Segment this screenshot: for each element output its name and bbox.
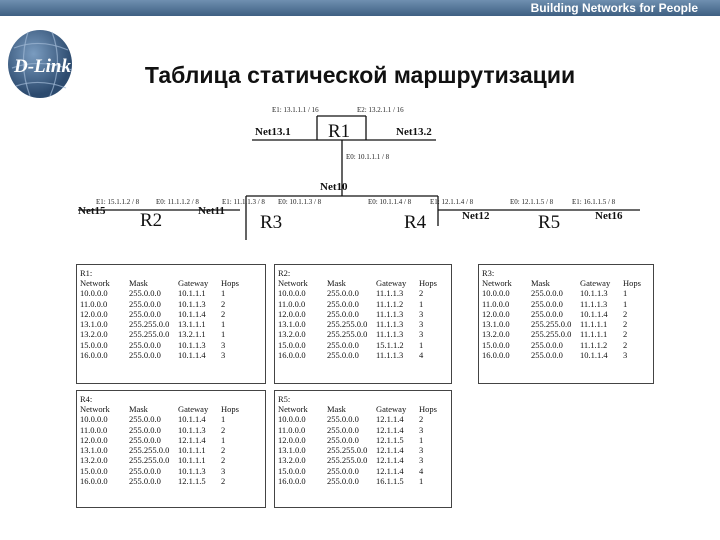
table-cell: 2 <box>221 455 226 466</box>
table-cell: 255.0.0.0 <box>327 424 359 435</box>
table-cell: 16.0.0.0 <box>80 350 108 361</box>
svg-text:E0: 12.1.1.5 / 8: E0: 12.1.1.5 / 8 <box>510 198 554 206</box>
table-cell: Mask <box>327 404 346 414</box>
table-row <box>278 309 439 319</box>
table-cell: 255.0.0.0 <box>327 339 359 350</box>
table-header-row <box>278 278 439 288</box>
table-cell: 10.0.0.0 <box>278 414 306 425</box>
table-cell: 11.1.1.3 <box>376 319 404 330</box>
svg-text:E0: 10.1.1.1 / 8: E0: 10.1.1.1 / 8 <box>346 153 390 161</box>
table-cell: 255.0.0.0 <box>129 414 161 425</box>
svg-text:R4: R4 <box>404 212 427 233</box>
table-cell: 255.0.0.0 <box>327 414 359 425</box>
table-cell: 255.0.0.0 <box>129 339 161 350</box>
svg-text:Net12: Net12 <box>462 210 490 222</box>
net-label-16 <box>595 210 623 222</box>
table-cell: 255.255.0.0 <box>531 319 572 330</box>
table-cell: 12.0.0.0 <box>482 308 510 319</box>
table-cell: 3 <box>419 424 424 435</box>
table-cell: Gateway <box>580 278 611 288</box>
table-row <box>278 288 439 298</box>
svg-text:Net13.2: Net13.2 <box>396 126 432 138</box>
table-cell: 255.0.0.0 <box>129 424 161 435</box>
table-cell: 3 <box>419 329 424 340</box>
table-cell: 255.0.0.0 <box>129 308 161 319</box>
table-cell: 255.0.0.0 <box>531 288 563 299</box>
svg-text:Net13.1: Net13.1 <box>255 126 291 138</box>
table-row <box>278 340 439 350</box>
table-cell: 2 <box>221 308 226 319</box>
svg-text:Net10: Net10 <box>320 181 348 193</box>
table-cell: 13.2.0.0 <box>482 329 510 340</box>
table-cell: 11.0.0.0 <box>278 424 306 435</box>
table-cell: Hops <box>221 404 239 414</box>
table-cell: 15.0.0.0 <box>278 339 306 350</box>
table-cell: 13.1.1.1 <box>178 319 206 330</box>
table-cell: 2 <box>623 319 628 330</box>
table-row <box>80 319 241 329</box>
table-cell: 3 <box>419 445 424 456</box>
table-cell: 10.1.1.4 <box>178 350 206 361</box>
table-cell: 15.0.0.0 <box>80 465 108 476</box>
table-cell: 12.0.0.0 <box>278 308 306 319</box>
table-cell: Mask <box>531 278 550 288</box>
interface-r2-e0 <box>156 198 199 206</box>
table-cell: 1 <box>221 319 226 330</box>
table-cell: Gateway <box>178 404 209 414</box>
table-cell: 10.1.1.1 <box>178 445 206 456</box>
interface-r1-e2 <box>357 106 404 114</box>
table-cell: 3 <box>221 465 226 476</box>
interface-r3-e1 <box>222 198 265 206</box>
table-cell: 4 <box>419 465 424 476</box>
table-row <box>80 299 241 309</box>
table-cell: 2 <box>221 298 226 309</box>
table-cell: 11.1.1.2 <box>580 339 608 350</box>
table-cell: 255.0.0.0 <box>327 350 359 361</box>
table-row <box>278 299 439 309</box>
table-cell: 10.1.1.1 <box>178 288 206 299</box>
table-header-row <box>482 278 643 288</box>
svg-text:R1: R1 <box>328 121 351 142</box>
router-r5 <box>538 212 560 233</box>
table-cell: 3 <box>221 350 226 361</box>
table-cell: 1 <box>419 298 424 309</box>
table-row <box>482 340 643 350</box>
table-cell: 2 <box>419 288 424 299</box>
table-row <box>278 425 439 435</box>
table-row <box>278 414 439 424</box>
table-cell: Gateway <box>376 404 407 414</box>
table-cell: 10.1.1.4 <box>178 308 206 319</box>
interface-r5-e0 <box>510 198 554 206</box>
table-cell: 11.1.1.3 <box>376 350 404 361</box>
net-label-13-1 <box>255 126 291 138</box>
svg-text:E0: 10.1.1.3 / 8: E0: 10.1.1.3 / 8 <box>278 198 322 206</box>
routing-table-r1 <box>76 264 266 384</box>
routing-table-title: R1: <box>80 268 93 278</box>
interface-r1-e1 <box>272 106 319 114</box>
table-cell: 255.0.0.0 <box>129 476 161 487</box>
table-cell: Mask <box>327 278 346 288</box>
table-cell: 1 <box>419 339 424 350</box>
table-row <box>80 329 241 339</box>
table-row <box>80 340 241 350</box>
table-cell: 255.255.0.0 <box>129 329 170 340</box>
table-cell: 13.1.0.0 <box>80 445 108 456</box>
table-cell: 13.1.0.0 <box>278 319 306 330</box>
table-row <box>278 319 439 329</box>
router-r4 <box>404 212 427 233</box>
routing-table <box>80 278 241 360</box>
table-cell: 16.1.1.5 <box>376 476 404 487</box>
table-cell: 3 <box>419 455 424 466</box>
table-cell: 255.255.0.0 <box>327 319 368 330</box>
routing-table-title: R5: <box>278 394 291 404</box>
table-cell: 1 <box>221 414 226 425</box>
table-cell: 10.0.0.0 <box>80 288 108 299</box>
table-cell: 13.2.1.1 <box>178 329 206 340</box>
routing-table-r4 <box>76 390 266 508</box>
routing-table-title: R3: <box>482 268 495 278</box>
table-cell: 1 <box>221 288 226 299</box>
table-cell: 2 <box>221 424 226 435</box>
table-row <box>482 329 643 339</box>
svg-text:E2: 13.2.1.1 / 16: E2: 13.2.1.1 / 16 <box>357 106 404 114</box>
table-cell: 255.0.0.0 <box>531 339 563 350</box>
table-row <box>278 329 439 339</box>
table-cell: 4 <box>419 350 424 361</box>
svg-text:R2: R2 <box>140 210 163 231</box>
table-cell: 1 <box>419 476 424 487</box>
table-header-row <box>80 404 241 414</box>
table-cell: 13.1.0.0 <box>80 319 108 330</box>
table-cell: 2 <box>221 445 226 456</box>
table-cell: 10.0.0.0 <box>482 288 510 299</box>
net-label-10 <box>320 181 348 193</box>
table-row <box>482 350 643 360</box>
table-row <box>278 445 439 455</box>
table-cell: 15.1.1.2 <box>376 339 404 350</box>
table-cell: 10.1.1.1 <box>178 455 206 466</box>
table-cell: 255.0.0.0 <box>327 288 359 299</box>
table-cell: 11.1.1.3 <box>376 288 404 299</box>
svg-text:E1: 13.1.1.1 / 16: E1: 13.1.1.1 / 16 <box>272 106 319 114</box>
table-cell: 12.0.0.0 <box>80 434 108 445</box>
table-cell: 255.255.0.0 <box>129 455 170 466</box>
routing-table-r5 <box>274 390 452 508</box>
table-row <box>278 466 439 476</box>
table-cell: Gateway <box>376 278 407 288</box>
table-cell: 12.1.1.4 <box>376 424 404 435</box>
table-cell: 11.0.0.0 <box>80 424 108 435</box>
table-cell: 255.255.0.0 <box>129 319 170 330</box>
table-cell: 13.1.0.0 <box>278 445 306 456</box>
table-cell: 3 <box>419 308 424 319</box>
table-cell: 255.0.0.0 <box>129 298 161 309</box>
table-cell: 255.0.0.0 <box>129 288 161 299</box>
table-cell: Network <box>482 278 512 288</box>
table-cell: Mask <box>129 404 148 414</box>
table-cell: Hops <box>419 278 437 288</box>
table-cell: 255.0.0.0 <box>327 298 359 309</box>
table-cell: Network <box>80 404 110 414</box>
table-cell: 2 <box>221 476 226 487</box>
table-cell: 11.1.1.3 <box>376 329 404 340</box>
routing-table <box>80 404 241 486</box>
router-r2 <box>140 210 162 231</box>
svg-text:E1: 12.1.1.4 / 8: E1: 12.1.1.4 / 8 <box>430 198 474 206</box>
routing-table <box>482 278 643 360</box>
table-cell: 255.0.0.0 <box>327 308 359 319</box>
table-row <box>80 350 241 360</box>
table-cell: 12.1.1.4 <box>376 465 404 476</box>
net-label-15 <box>78 205 106 217</box>
svg-text:E0: 10.1.1.4 / 8: E0: 10.1.1.4 / 8 <box>368 198 412 206</box>
table-cell: 15.0.0.0 <box>80 339 108 350</box>
table-cell: 1 <box>221 434 226 445</box>
svg-text:E1: 16.1.1.5 / 8: E1: 16.1.1.5 / 8 <box>572 198 616 206</box>
svg-text:R3: R3 <box>260 212 283 233</box>
table-row <box>482 319 643 329</box>
routing-table-title: R4: <box>80 394 93 404</box>
table-cell: Network <box>278 278 308 288</box>
table-cell: 10.1.1.3 <box>178 465 206 476</box>
table-cell: 16.0.0.0 <box>482 350 510 361</box>
net-label-13-2 <box>396 126 432 138</box>
table-cell: 12.0.0.0 <box>80 308 108 319</box>
interface-r4-e0 <box>368 198 412 206</box>
table-cell: 12.0.0.0 <box>278 434 306 445</box>
table-cell: 10.1.1.3 <box>178 339 206 350</box>
table-cell: 10.1.1.3 <box>178 298 206 309</box>
table-cell: 16.0.0.0 <box>278 350 306 361</box>
table-cell: 255.0.0.0 <box>129 350 161 361</box>
table-cell: 255.255.0.0 <box>327 329 368 340</box>
table-cell: 10.0.0.0 <box>80 414 108 425</box>
table-cell: 255.255.0.0 <box>531 329 572 340</box>
table-row <box>80 425 241 435</box>
interface-r3-e0 <box>278 198 322 206</box>
routing-table-r2 <box>274 264 452 384</box>
table-cell: 2 <box>623 329 628 340</box>
table-row <box>80 445 241 455</box>
table-cell: 10.1.1.4 <box>580 350 608 361</box>
table-cell: 12.1.1.5 <box>178 476 206 487</box>
table-cell: 11.0.0.0 <box>278 298 306 309</box>
svg-text:E0: 11.1.1.2 / 8: E0: 11.1.1.2 / 8 <box>156 198 199 206</box>
table-cell: 12.1.1.4 <box>376 455 404 466</box>
table-cell: 10.1.1.4 <box>178 414 206 425</box>
svg-text:D-Link: D-Link <box>14 56 71 77</box>
table-cell: 11.0.0.0 <box>482 298 510 309</box>
table-cell: Hops <box>221 278 239 288</box>
table-cell: 10.1.1.3 <box>178 424 206 435</box>
table-cell: Hops <box>419 404 437 414</box>
table-cell: 11.0.0.0 <box>80 298 108 309</box>
table-cell: 11.1.1.2 <box>376 298 404 309</box>
router-r1 <box>328 121 350 142</box>
table-cell: 255.0.0.0 <box>531 298 563 309</box>
svg-text:Net15: Net15 <box>78 205 106 217</box>
page-title: Таблица статической маршрутизации <box>144 62 576 88</box>
svg-text:Net16: Net16 <box>595 210 623 222</box>
table-row <box>482 288 643 298</box>
net-label-11 <box>198 205 225 217</box>
routing-table-title: R2: <box>278 268 291 278</box>
table-cell: 1 <box>419 434 424 445</box>
table-cell: 13.2.0.0 <box>80 329 108 340</box>
interface-r1-e0 <box>346 153 390 161</box>
table-cell: 11.1.1.3 <box>376 308 404 319</box>
table-cell: 13.2.0.0 <box>80 455 108 466</box>
table-cell: 255.0.0.0 <box>531 350 563 361</box>
table-cell: 15.0.0.0 <box>482 339 510 350</box>
table-cell: 1 <box>221 329 226 340</box>
table-row <box>278 455 439 465</box>
table-cell: 1 <box>623 288 628 299</box>
table-cell: 255.255.0.0 <box>129 445 170 456</box>
table-cell: 11.1.1.3 <box>580 298 608 309</box>
table-cell: Network <box>80 278 110 288</box>
table-cell: 12.1.1.5 <box>376 434 404 445</box>
table-cell: 12.1.1.4 <box>178 434 206 445</box>
table-row <box>80 435 241 445</box>
table-cell: 1 <box>623 298 628 309</box>
table-cell: 255.0.0.0 <box>129 465 161 476</box>
table-cell: Network <box>278 404 308 414</box>
table-cell: 2 <box>623 308 628 319</box>
table-cell: 255.0.0.0 <box>327 434 359 445</box>
router-r3 <box>260 212 282 233</box>
table-row <box>278 435 439 445</box>
table-cell: 255.0.0.0 <box>531 308 563 319</box>
table-cell: 3 <box>623 350 628 361</box>
table-cell: 10.0.0.0 <box>278 288 306 299</box>
table-cell: Mask <box>129 278 148 288</box>
interface-r4-e1 <box>430 198 474 206</box>
table-row <box>80 309 241 319</box>
table-row <box>482 309 643 319</box>
table-cell: 10.1.1.3 <box>580 288 608 299</box>
routing-table <box>278 404 439 486</box>
table-cell: 16.0.0.0 <box>80 476 108 487</box>
table-cell: 255.255.0.0 <box>327 445 368 456</box>
table-row <box>80 414 241 424</box>
table-cell: 15.0.0.0 <box>278 465 306 476</box>
table-cell: 2 <box>419 414 424 425</box>
table-cell: 255.255.0.0 <box>327 455 368 466</box>
routing-table-r3 <box>478 264 654 384</box>
table-cell: 12.1.1.4 <box>376 445 404 456</box>
table-cell: 11.1.1.1 <box>580 329 608 340</box>
table-cell: 16.0.0.0 <box>278 476 306 487</box>
table-cell: 255.0.0.0 <box>327 476 359 487</box>
table-header-row <box>278 404 439 414</box>
table-cell: Gateway <box>178 278 209 288</box>
table-header-row <box>80 278 241 288</box>
routing-table <box>278 278 439 360</box>
table-row <box>278 350 439 360</box>
table-cell: 3 <box>419 319 424 330</box>
table-row <box>80 476 241 486</box>
table-row <box>80 466 241 476</box>
interface-r5-e1 <box>572 198 616 206</box>
table-cell: 3 <box>221 339 226 350</box>
table-cell: 2 <box>623 339 628 350</box>
table-row <box>278 476 439 486</box>
svg-text:E1: 11.1.1.3 / 8: E1: 11.1.1.3 / 8 <box>222 198 265 206</box>
table-row <box>80 288 241 298</box>
table-row <box>482 299 643 309</box>
table-cell: 255.0.0.0 <box>327 465 359 476</box>
net-label-12 <box>462 210 490 222</box>
table-cell: 10.1.1.4 <box>580 308 608 319</box>
brand-tagline: Building Networks for People <box>530 1 698 15</box>
table-cell: 255.0.0.0 <box>129 434 161 445</box>
table-cell: 12.1.1.4 <box>376 414 404 425</box>
svg-text:Net11: Net11 <box>198 205 225 217</box>
table-row <box>80 455 241 465</box>
table-cell: Hops <box>623 278 641 288</box>
table-cell: 11.1.1.1 <box>580 319 608 330</box>
table-cell: 13.2.0.0 <box>278 329 306 340</box>
table-cell: 13.1.0.0 <box>482 319 510 330</box>
svg-text:E1: 15.1.1.2 / 8: E1: 15.1.1.2 / 8 <box>96 198 140 206</box>
svg-text:R5: R5 <box>538 212 561 233</box>
table-cell: 13.2.0.0 <box>278 455 306 466</box>
